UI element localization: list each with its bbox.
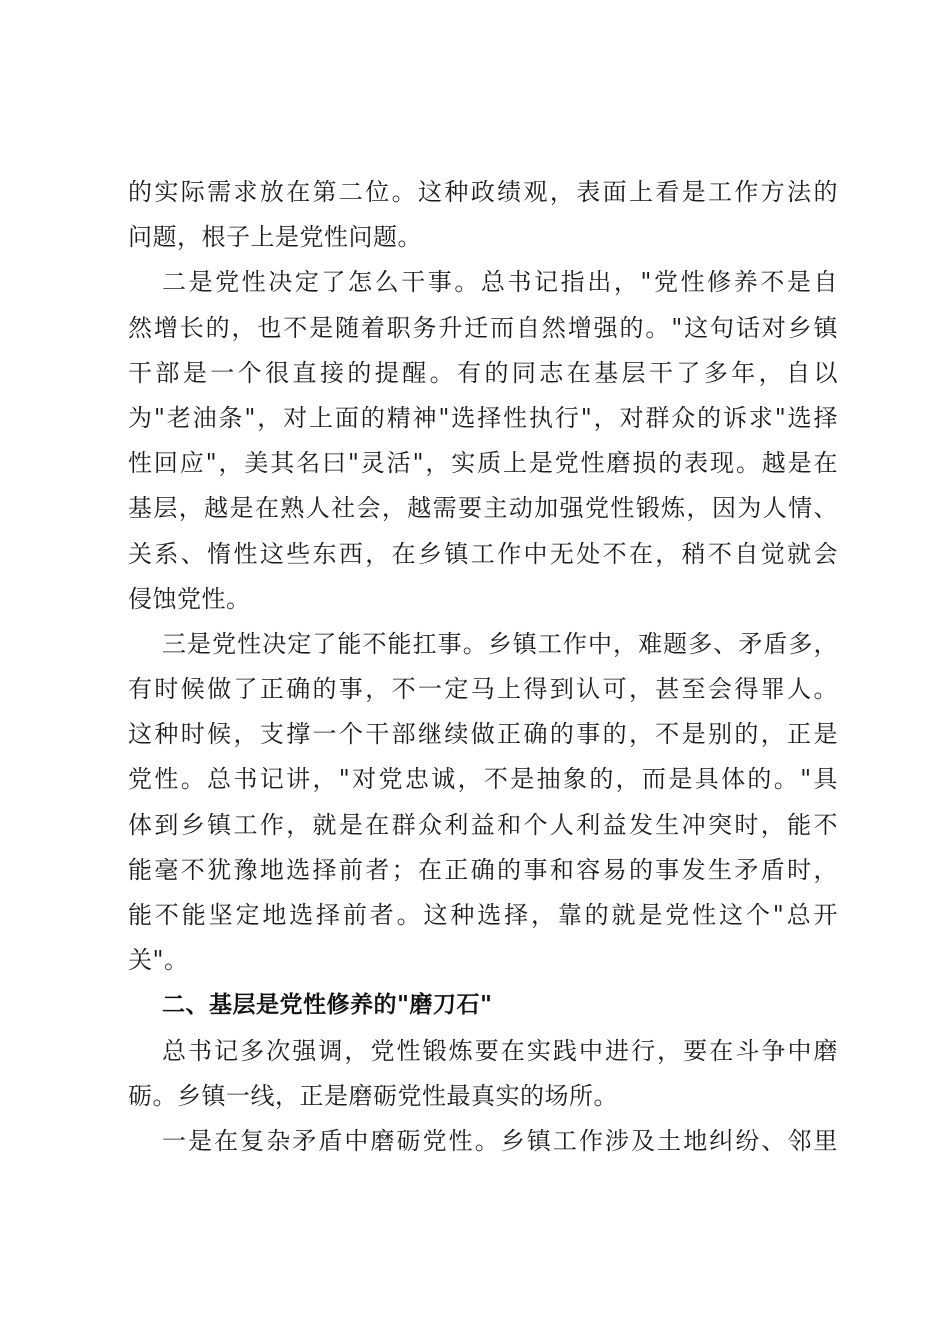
paragraph-line: 一是在复杂矛盾中磨砺党性。乡镇工作涉及土地纠纷、邻里	[162, 1126, 838, 1155]
document-body	[128, 170, 838, 1164]
paragraph-line: 有时候做了正确的事，不一定马上得到认可，甚至会得罪人。	[128, 675, 838, 704]
paragraph-line: 性回应"，美其名曰"灵活"，实质上是党性磨损的表现。越是在	[128, 449, 838, 478]
paragraph-line: 问题，根子上是党性问题。	[128, 223, 422, 252]
paragraph-line: 总书记多次强调，党性锻炼要在实践中进行，要在斗争中磨	[162, 1036, 838, 1065]
paragraph-line: 党性。总书记讲，"对党忠诚，不是抽象的，而是具体的。"具	[128, 765, 838, 794]
paragraph-line: 体到乡镇工作，就是在群众利益和个人利益发生冲突时，能不	[128, 810, 838, 839]
section-heading: 二、基层是党性修养的"磨刀石"	[162, 992, 493, 1019]
paragraph-line: 关系、惰性这些东西，在乡镇工作中无处不在，稍不自觉就会	[128, 539, 838, 568]
paragraph-line: 三是党性决定了能不能扛事。乡镇工作中，难题多、矛盾多，	[162, 629, 838, 658]
paragraph-line: 关"。	[128, 946, 189, 975]
paragraph-line: 然增长的，也不是随着职务升迁而自然增强的。"这句话对乡镇	[128, 313, 838, 342]
paragraph-line: 能毫不犹豫地选择前者；在正确的事和容易的事发生矛盾时，	[128, 855, 838, 884]
paragraph-line: 能不能坚定地选择前者。这种选择，靠的就是党性这个"总开	[128, 901, 838, 929]
paragraph-line: 干部是一个很直接的提醒。有的同志在基层干了多年，自以	[128, 358, 838, 387]
paragraph-line: 这种时候，支撑一个干部继续做正确的事的，不是别的，正是	[128, 720, 838, 749]
paragraph-line: 侵蚀党性。	[128, 584, 251, 613]
paragraph-line: 二是党性决定了怎么干事。总书记指出，"党性修养不是自	[162, 268, 838, 297]
paragraph-line: 基层，越是在熟人社会，越需要主动加强党性锻炼，因为人情、	[128, 494, 838, 523]
paragraph-line: 为"老油条"，对上面的精神"选择性执行"，对群众的诉求"选择	[128, 403, 838, 432]
paragraph-line: 的实际需求放在第二位。这种政绩观，表面上看是工作方法的	[128, 178, 838, 206]
paragraph-line: 砺。乡镇一线，正是磨砺党性最真实的场所。	[128, 1081, 618, 1110]
